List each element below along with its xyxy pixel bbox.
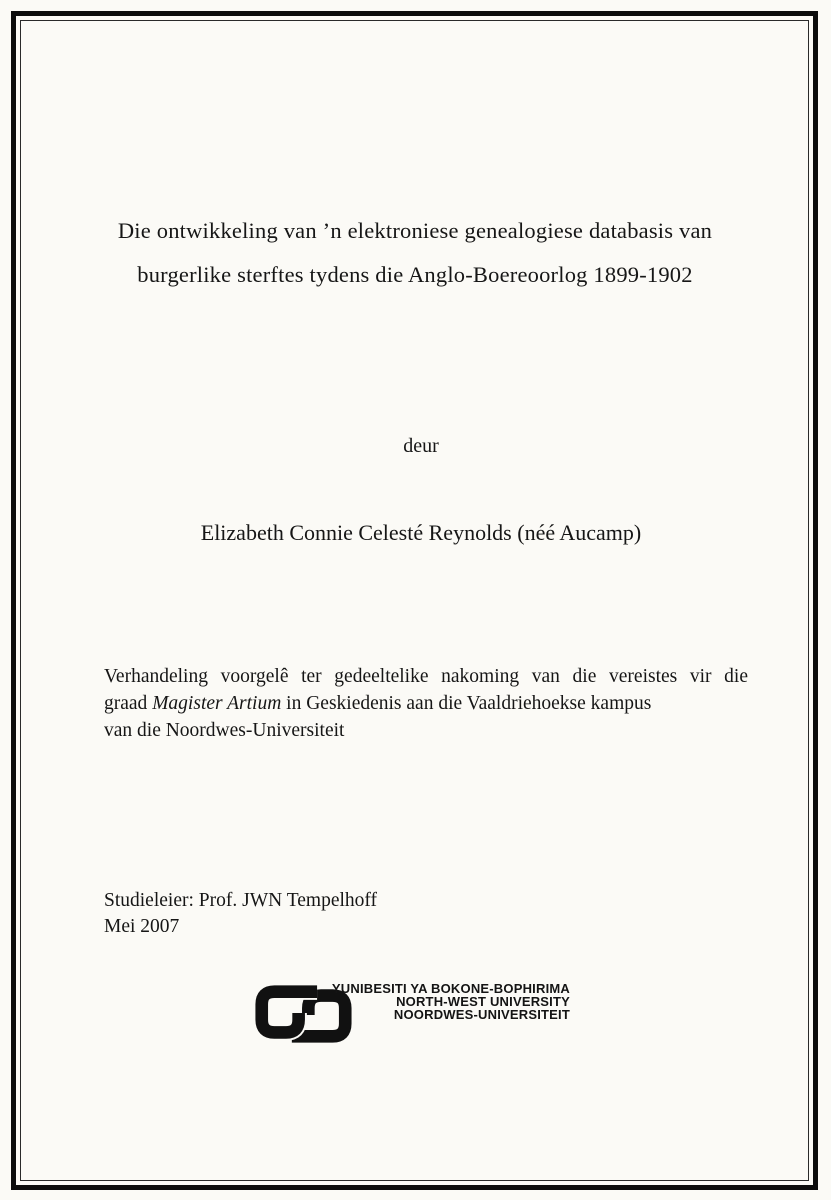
statement-line2 [104,690,748,717]
author-name: Elizabeth Connie Celesté Reynolds (néé Aucamp) [200,520,642,545]
supervisor-date-block [104,888,604,940]
university-wordmark [318,982,570,1021]
degree-name-italic: Magister Artium [152,693,282,714]
university-logo [253,982,583,1048]
statement-line3: van die Noordwes-Universiteit [104,720,345,741]
statement-line2-pre: graad [104,693,153,714]
supervisor-line: Studieleier: Prof. JWN Tempelhoff [104,890,378,911]
thesis-title [24,209,806,297]
thesis-title-line2: burgerlike sterftes tydens die Anglo-Boereoorlog 1899-1902 [137,262,693,287]
thesis-title-line1: Die ontwikkeling van ’n elektroniese genealogiese databasis van [117,218,713,243]
date-line: Mei 2007 [104,916,180,937]
wordmark-setswana: YUNIBESITI YA BOKONE-BOPHIRIMA [331,981,570,996]
statement-line1: Verhandeling voorgelê ter gedeeltelike nakoming van die vereistes vir die [104,666,748,687]
statement-line2-post: in Geskiedenis aan die Vaaldriehoekse kampus [281,693,652,714]
byline-deur: deur [403,435,439,457]
wordmark-english: NORTH-WEST UNIVERSITY [396,994,570,1009]
wordmark-afrikaans: NOORDWES-UNIVERSITEIT [393,1007,570,1022]
submission-statement [104,663,748,744]
